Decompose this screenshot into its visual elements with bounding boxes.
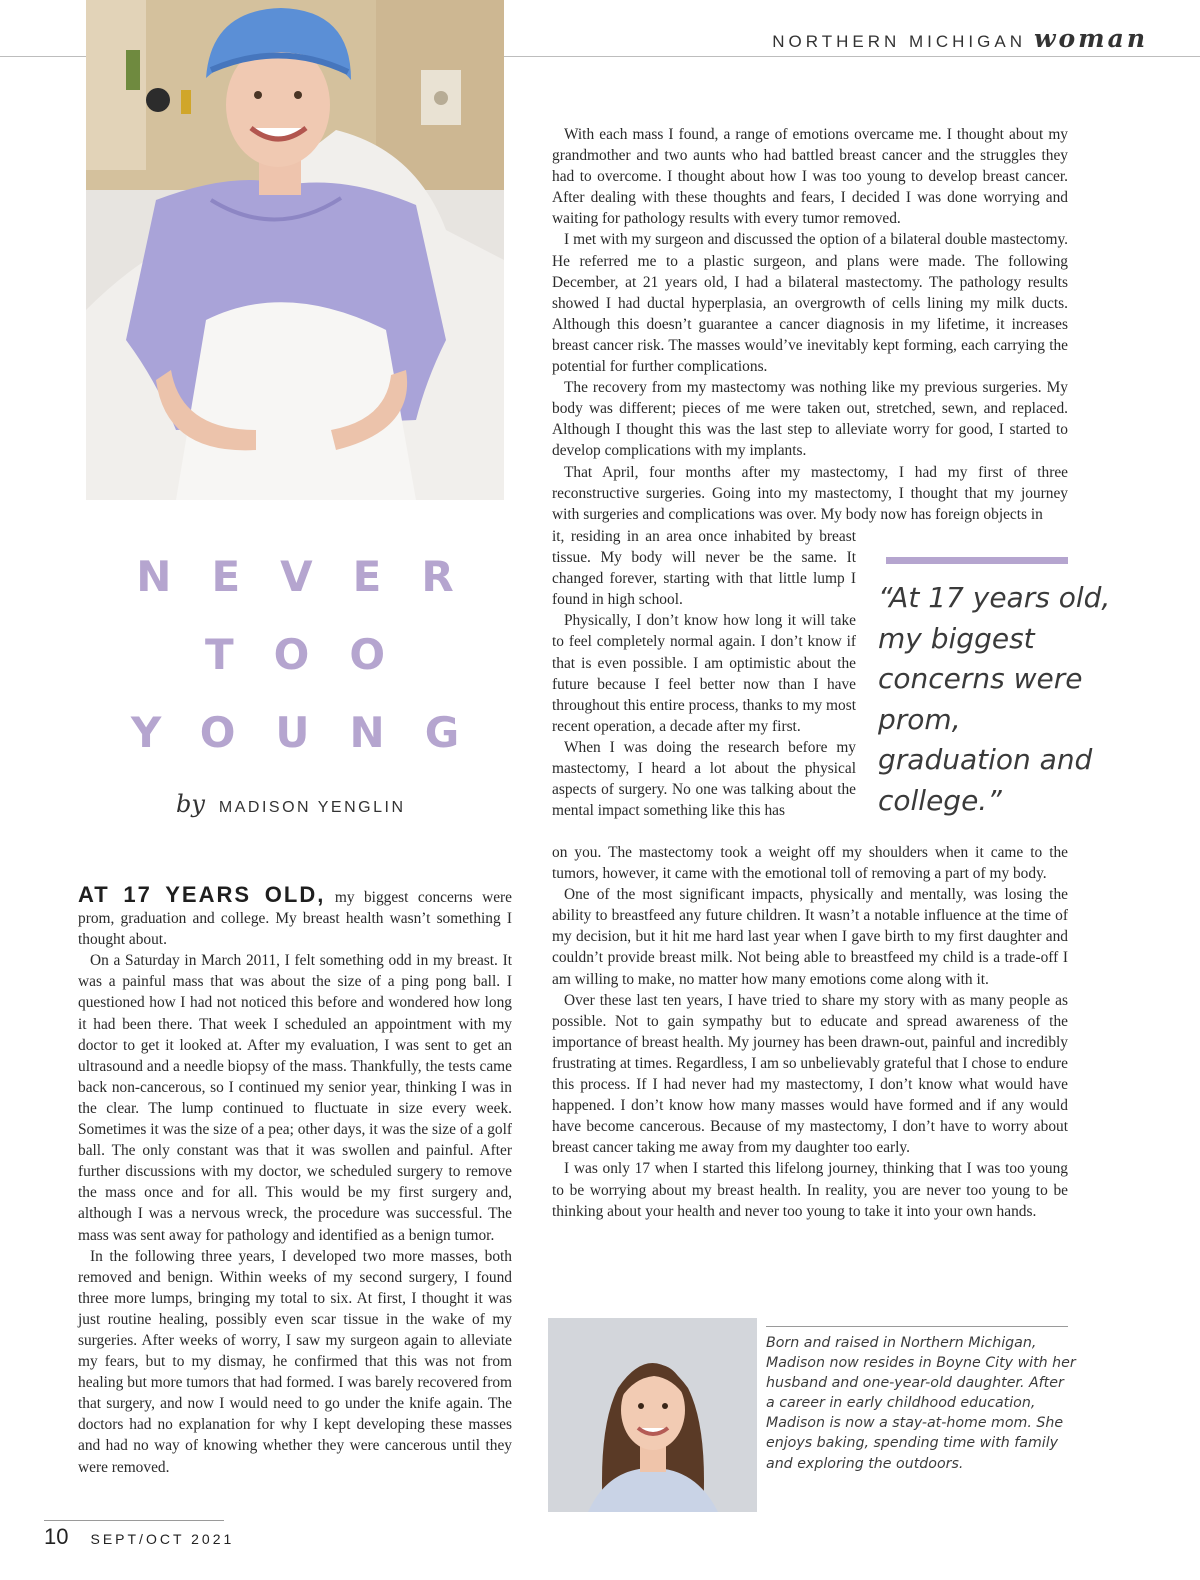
footer-rule [44,1520,224,1521]
masthead [772,24,1148,53]
left-column [78,884,512,1478]
paragraph: on you. The mastectomy took a weight off my shoulders when it came to the tumors, however, it came with the emotional toll of removing a part of my body. [552,844,1068,883]
paragraph: it, residing in an area once inhabited by breast tissue. My body will never be the same. It changed forever, starting with that little lump I found in high school. [552,528,856,609]
byline [176,790,406,818]
footer [44,1524,234,1550]
paragraph: I was only 17 when I started this lifelong journey, thinking that I was too young to be worrying about my breast health. In reality, you are never too young to be thinking about your health and never too young to take it into your own hands. [552,1160,1068,1220]
right-column-bottom [552,842,1068,1222]
lead-in: AT 17 YEARS OLD, [78,882,326,907]
paragraph: In the following three years, I developed two more masses, both removed and benign. Within weeks of my second surgery, I found three more lumps, bringing my total to six. At first, I thought it was just routine healing, possibly even scar tissue in the wake of my surgeries. After weeks of worry, I saw my surgeon again to alleviate my fears, but to my dismay, he confirmed that this was not from healing but more tumors that had formed. I was barely recovered from that surgery, and now I would need to go under the knife again. The doctors had no explanation for why I kept developing these masses and had no way of knowing whether they were cancerous until they were removed. [78,1247,512,1476]
right-column-top [552,124,1068,525]
paragraph: When I was doing the research before my mastectomy, I heard a lot about the physical aspects of surgery. No one was talking about the mental impact something like this has [552,738,856,820]
paragraph: With each mass I found, a range of emotions overcame me. I thought about my grandmother and two aunts who had battled breast cancer and the struggles they had to overcome. I thought about how I was too young to develop breast cancer. After dealing with these thoughts and fears, I decided I was done worrying and waiting for pathology results with every tumor removed. [552,126,1068,228]
issue-date: SEPT/OCT 2021 [90,1531,235,1547]
paragraph: The recovery from my mastectomy was nothing like my previous surgeries. My body was different; pieces of me were taken out, stretched, sewn, and replaced. Although I thought this was the last step to alleviate worry for good, I started to develop complications with my implants. [552,379,1068,460]
paragraph: One of the most significant impacts, physically and mentally, was losing the ability to breastfeed any future children. It wasn’t a notable influence at the time of my decision, but it hit me hard last year when I gave birth to my first daughter and couldn’t provide breast milk. Not being able to breastfeed my child is a trade-off I am willing to make, no matter how many emotions come along with it. [552,886,1068,988]
title-line-3: YOUNG [130,708,500,757]
paragraph: On a Saturday in March 2011, I felt something odd in my breast. It was a painful mass that was about the size of a ping pong ball. I questioned how I had not noticed this before and wondered how long it had been there. That week I scheduled an appointment with my doctor to get it looked at. After my evaluation, I was sent to get an ultrasound and a needle biopsy of the mass. Thankfully, the tests came back non-cancerous, so I continued my senior year, thinking I was in the clear. The lump continued to fluctuate in size every week. Sometimes it was the size of a pea; other days, it was the size of a golf ball. The only constant was that it was swollen and painful. After further discussions with my doctor, we scheduled surgery to remove the mass once and for all. This would be my first surgery and, although I was a nervous wreck, the procedure was successful. The mass was sent away for pathology and identified as a benign tumor. [78,952,512,1244]
paragraph: I met with my surgeon and discussed the option of a bilateral double mastectomy. He referred me to a plastic surgeon, and plans were made. The following December, at 21 years old, I had a bilateral mastectomy. The pathology results showed I had ductal hyperplasia, an overgrowth of cells lining my milk ducts. Although this doesn’t guarantee a cancer diagnosis in my lifetime, it increases breast cancer risk. The masses would’ve inevitably kept forming, each carrying the potential for further complications. [552,231,1068,376]
masthead-brand: NORTHERN MICHIGAN [772,32,1026,51]
author-photo-illustration [548,1318,757,1512]
title-line-1: NEVER [136,552,494,601]
byline-prefix: by [176,790,205,818]
paragraph: Over these last ten years, I have tried to share my story with as many people as possible. Not to gain sympathy but to educate and spread awareness of the importance of breast health. My journey has been drawn-out, painful and incredibly frustrating at times. Regardless, I am so unbelievably grateful that I chose to endure this process. If I had never had my mastectomy, I don’t know what would have happened. I don’t know how many masses would have formed and if any would have become cancerous. Because of my mastectomy, I don’t have to worry about breast cancer taking me away from my daughter too early. [552,991,1068,1157]
masthead-script: woman [1033,24,1148,53]
paragraph: Physically, I don’t know how long it will take to feel completely normal again. I don’t know if that is even possible. I am optimistic about the future because I feel better now than I have throughout this entire process, thanks to my most recent operation, a decade after my first. [552,612,856,735]
lead-rest: my biggest concerns were prom, graduation and college. My breast health wasn’t something I thought about. [78,889,513,949]
lead-paragraph [78,884,512,950]
title-line-2: TOO [204,630,426,679]
author-photo [548,1318,757,1512]
author-bio: Born and raised in Northern Michigan, Madison now resides in Boyne City with her husband and one-year-old daughter. After a career in early childhood education, Madison is now a stay-at-home mom. She enjoys baking, spending time with family and exploring the outdoors. [766,1335,1076,1472]
author-name: MADISON YENGLIN [218,799,406,816]
pull-quote: “At 17 years old, my biggest concerns were prom, graduation and college.” [878,581,1111,817]
bio-rule [766,1326,1068,1327]
hero-photo-illustration [86,0,504,500]
hero-photo [86,0,504,500]
pull-quote-bar [886,557,1068,564]
paragraph: That April, four months after my mastectomy, I had my first of three reconstructive surgeries. Going into my mastectomy, I thought that my journey with surgeries and complications was over. My body now has foreign objects in [552,463,1068,523]
page-number: 10 [44,1524,69,1549]
right-column-middle [552,526,856,821]
